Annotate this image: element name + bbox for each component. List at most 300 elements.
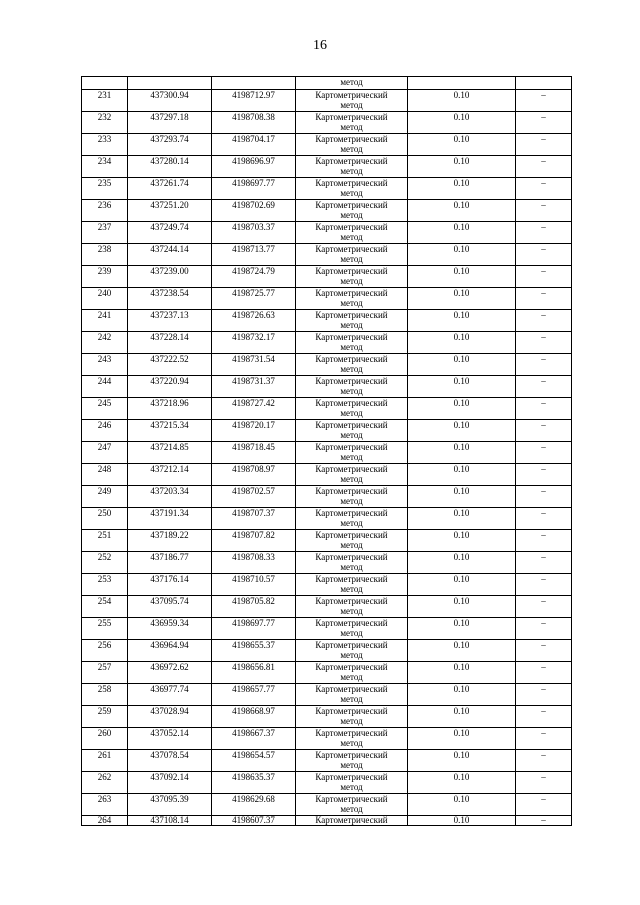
cell-accuracy: 0.10 xyxy=(408,684,516,706)
cell-note: – xyxy=(516,552,572,574)
cell-x: 437249.74 xyxy=(128,222,212,244)
cell-y: 4198708.33 xyxy=(212,552,296,574)
method-line-1: Картометрический xyxy=(315,618,388,628)
cell-method xyxy=(296,508,408,530)
cell-accuracy: 0.10 xyxy=(408,728,516,750)
cell-method xyxy=(296,244,408,266)
cell-accuracy: 0.10 xyxy=(408,750,516,772)
cell-x: 437215.34 xyxy=(128,420,212,442)
table-row xyxy=(82,244,572,266)
method-line-1: Картометрический xyxy=(315,508,388,518)
cell-x: 437078.54 xyxy=(128,750,212,772)
cell-y: 4198697.77 xyxy=(212,618,296,640)
cell-note: – xyxy=(516,266,572,288)
cell-y: 4198708.97 xyxy=(212,464,296,486)
cell-point-number: 253 xyxy=(82,574,128,596)
method-line-2: метод xyxy=(340,650,363,660)
method-line-2: метод xyxy=(340,276,363,286)
cell-x: 436959.34 xyxy=(128,618,212,640)
cell-y: 4198704.17 xyxy=(212,134,296,156)
method-line-2: метод xyxy=(340,562,363,572)
cell-method: Картометрический xyxy=(296,816,408,826)
method-line-2: метод xyxy=(340,144,363,154)
cell-x: 437191.34 xyxy=(128,508,212,530)
cell-y: 4198655.37 xyxy=(212,640,296,662)
cell-y: 4198707.37 xyxy=(212,508,296,530)
cell-note: – xyxy=(516,222,572,244)
cell-y: 4198697.77 xyxy=(212,178,296,200)
cell-accuracy: 0.10 xyxy=(408,530,516,552)
table-row xyxy=(82,662,572,684)
cell-note: – xyxy=(516,574,572,596)
cell-method xyxy=(296,794,408,816)
cell-point-number: 245 xyxy=(82,398,128,420)
method-line-2: метод xyxy=(340,540,363,550)
cell-method xyxy=(296,376,408,398)
method-line-2: метод xyxy=(340,408,363,418)
cell-accuracy: 0.10 xyxy=(408,222,516,244)
cell-x: 437218.96 xyxy=(128,398,212,420)
method-line-2: метод xyxy=(340,694,363,704)
cell-note: – xyxy=(516,794,572,816)
cell-note: – xyxy=(516,288,572,310)
method-line-1: Картометрический xyxy=(315,244,388,254)
cell-point-number: 244 xyxy=(82,376,128,398)
cell-accuracy: 0.10 xyxy=(408,398,516,420)
coordinates-table xyxy=(81,76,572,826)
cell-x: 437176.14 xyxy=(128,574,212,596)
cell-x: 437052.14 xyxy=(128,728,212,750)
table-row xyxy=(82,552,572,574)
cell-x: 437186.77 xyxy=(128,552,212,574)
cell-note xyxy=(516,77,572,90)
cell-note: – xyxy=(516,178,572,200)
cell-note: – xyxy=(516,464,572,486)
cell-method xyxy=(296,266,408,288)
cell-accuracy: 0.10 xyxy=(408,794,516,816)
cell-accuracy: 0.10 xyxy=(408,156,516,178)
cell-y: 4198703.37 xyxy=(212,222,296,244)
cell-y: 4198702.69 xyxy=(212,200,296,222)
cell-accuracy: 0.10 xyxy=(408,244,516,266)
cell-note: – xyxy=(516,398,572,420)
cell-note: – xyxy=(516,354,572,376)
cell-y: 4198705.82 xyxy=(212,596,296,618)
cell-x: 436964.94 xyxy=(128,640,212,662)
table-row xyxy=(82,134,572,156)
table-row xyxy=(82,728,572,750)
cell-method xyxy=(296,596,408,618)
method-line-2: метод xyxy=(340,166,363,176)
method-line-1: Картометрический xyxy=(315,552,388,562)
table-row xyxy=(82,794,572,816)
cell-method xyxy=(296,684,408,706)
cell-note: – xyxy=(516,486,572,508)
table-row xyxy=(82,398,572,420)
table-row xyxy=(82,596,572,618)
cell-y: 4198707.82 xyxy=(212,530,296,552)
cell-x: 437300.94 xyxy=(128,90,212,112)
cell-accuracy: 0.10 xyxy=(408,134,516,156)
method-line-1: Картометрический xyxy=(315,486,388,496)
cell-method xyxy=(296,552,408,574)
cell-point-number: 239 xyxy=(82,266,128,288)
cell-method xyxy=(296,178,408,200)
cell-point-number: 242 xyxy=(82,332,128,354)
method-line-1: Картометрический xyxy=(315,90,388,100)
table-row xyxy=(82,222,572,244)
cell-y: 4198708.38 xyxy=(212,112,296,134)
cell-x: 437261.74 xyxy=(128,178,212,200)
cell-y: 4198732.17 xyxy=(212,332,296,354)
cell-x: 437293.74 xyxy=(128,134,212,156)
cell-note: – xyxy=(516,376,572,398)
cell-note: – xyxy=(516,112,572,134)
table-row xyxy=(82,618,572,640)
cell-accuracy: 0.10 xyxy=(408,618,516,640)
table-row xyxy=(82,112,572,134)
cell-accuracy: 0.10 xyxy=(408,178,516,200)
table-row xyxy=(82,156,572,178)
cell-accuracy: 0.10 xyxy=(408,266,516,288)
method-line-1: Картометрический xyxy=(315,178,388,188)
table-row xyxy=(82,266,572,288)
method-line-2: метод xyxy=(340,122,363,132)
table-row xyxy=(82,706,572,728)
cell-note: – xyxy=(516,728,572,750)
cell-y: 4198710.57 xyxy=(212,574,296,596)
cell-point-number: 235 xyxy=(82,178,128,200)
cell-point-number: 231 xyxy=(82,90,128,112)
cell-note: – xyxy=(516,200,572,222)
cell-x: 437251.20 xyxy=(128,200,212,222)
method-line-2: метод xyxy=(340,738,363,748)
cell-y: 4198727.42 xyxy=(212,398,296,420)
table-row xyxy=(82,574,572,596)
cell-note: – xyxy=(516,442,572,464)
table-row xyxy=(82,178,572,200)
cell-x: 437028.94 xyxy=(128,706,212,728)
method-line-1: Картометрический xyxy=(315,750,388,760)
method-line-2: метод xyxy=(340,518,363,528)
cell-x: 437203.34 xyxy=(128,486,212,508)
continuation-row xyxy=(82,77,572,90)
cell-accuracy xyxy=(408,77,516,90)
method-line-2: метод xyxy=(340,672,363,682)
cell-accuracy: 0.10 xyxy=(408,310,516,332)
cell-accuracy: 0.10 xyxy=(408,816,516,826)
table-row xyxy=(82,332,572,354)
cell-accuracy: 0.10 xyxy=(408,486,516,508)
method-line-1: Картометрический xyxy=(315,376,388,386)
method-line-1: Картометрический xyxy=(315,662,388,672)
cell-y xyxy=(212,77,296,90)
cell-point-number: 255 xyxy=(82,618,128,640)
cell-x: 437297.18 xyxy=(128,112,212,134)
cell-point-number: 250 xyxy=(82,508,128,530)
method-line-1: Картометрический xyxy=(315,310,388,320)
cell-y: 4198731.54 xyxy=(212,354,296,376)
cell-note: – xyxy=(516,750,572,772)
cell-note: – xyxy=(516,816,572,826)
cell-method xyxy=(296,354,408,376)
cell-accuracy: 0.10 xyxy=(408,200,516,222)
method-line-2: метод xyxy=(340,100,363,110)
cell-point-number: 241 xyxy=(82,310,128,332)
cell-method: метод xyxy=(296,77,408,90)
method-line-1: Картометрический xyxy=(315,354,388,364)
table-row xyxy=(82,354,572,376)
cell-method xyxy=(296,310,408,332)
cell-y: 4198607.37 xyxy=(212,816,296,826)
cell-point-number: 248 xyxy=(82,464,128,486)
cell-y: 4198731.37 xyxy=(212,376,296,398)
cell-method xyxy=(296,574,408,596)
cell-note: – xyxy=(516,508,572,530)
cell-method xyxy=(296,398,408,420)
cell-point-number: 247 xyxy=(82,442,128,464)
cell-method xyxy=(296,728,408,750)
cell-x: 437108.14 xyxy=(128,816,212,826)
cell-method xyxy=(296,112,408,134)
cell-point-number: 238 xyxy=(82,244,128,266)
cell-note: – xyxy=(516,332,572,354)
cell-y: 4198720.17 xyxy=(212,420,296,442)
cell-point-number: 236 xyxy=(82,200,128,222)
method-line-2: метод xyxy=(340,782,363,792)
cell-y: 4198718.45 xyxy=(212,442,296,464)
cell-y: 4198712.97 xyxy=(212,90,296,112)
cell-point-number: 232 xyxy=(82,112,128,134)
cell-y: 4198629.68 xyxy=(212,794,296,816)
cell-point-number: 240 xyxy=(82,288,128,310)
cell-method xyxy=(296,332,408,354)
cell-x: 437239.00 xyxy=(128,266,212,288)
cell-method xyxy=(296,420,408,442)
cell-y: 4198725.77 xyxy=(212,288,296,310)
cell-note: – xyxy=(516,772,572,794)
method-line-1: Картометрический xyxy=(315,530,388,540)
cell-accuracy: 0.10 xyxy=(408,640,516,662)
table-row xyxy=(82,420,572,442)
method-line-2: метод xyxy=(340,606,363,616)
cell-x: 437244.14 xyxy=(128,244,212,266)
method-line-2: метод xyxy=(340,232,363,242)
method-line-2: метод xyxy=(340,320,363,330)
method-line-1: Картометрический xyxy=(315,464,388,474)
method-line-1: Картометрический xyxy=(315,112,388,122)
coordinates-table-body xyxy=(82,77,572,826)
method-line-2: метод xyxy=(340,298,363,308)
cell-y: 4198726.63 xyxy=(212,310,296,332)
cell-x: 437095.39 xyxy=(128,794,212,816)
cell-method xyxy=(296,134,408,156)
cell-note: – xyxy=(516,530,572,552)
method-line-1: Картометрический xyxy=(315,134,388,144)
method-line-2: метод xyxy=(340,188,363,198)
cell-x: 437092.14 xyxy=(128,772,212,794)
cell-note: – xyxy=(516,640,572,662)
method-line-2: метод xyxy=(340,386,363,396)
cell-method xyxy=(296,288,408,310)
table-row xyxy=(82,772,572,794)
cell-y: 4198635.37 xyxy=(212,772,296,794)
method-line-2: метод xyxy=(340,716,363,726)
table-row xyxy=(82,684,572,706)
cell-note: – xyxy=(516,684,572,706)
cell-note: – xyxy=(516,134,572,156)
cell-point-number: 258 xyxy=(82,684,128,706)
cell-accuracy: 0.10 xyxy=(408,706,516,728)
method-line-1: Картометрический xyxy=(315,794,388,804)
cell-x: 437228.14 xyxy=(128,332,212,354)
cell-x: 437214.85 xyxy=(128,442,212,464)
cell-method xyxy=(296,706,408,728)
method-line-2: метод xyxy=(340,452,363,462)
method-line-1: Картометрический xyxy=(315,684,388,694)
cell-y: 4198724.79 xyxy=(212,266,296,288)
table-row xyxy=(82,90,572,112)
cell-note: – xyxy=(516,706,572,728)
cell-note: – xyxy=(516,596,572,618)
cell-x: 436977.74 xyxy=(128,684,212,706)
cell-x: 437280.14 xyxy=(128,156,212,178)
cell-point-number: 237 xyxy=(82,222,128,244)
cell-x: 437189.22 xyxy=(128,530,212,552)
table-row xyxy=(82,288,572,310)
cell-accuracy: 0.10 xyxy=(408,288,516,310)
method-line-1: Картометрический xyxy=(315,288,388,298)
table-row xyxy=(82,640,572,662)
method-line-1: Картометрический xyxy=(315,728,388,738)
method-line-2: метод xyxy=(340,342,363,352)
cell-point-number: 251 xyxy=(82,530,128,552)
cell-point-number: 233 xyxy=(82,134,128,156)
cell-y: 4198702.57 xyxy=(212,486,296,508)
cell-method xyxy=(296,156,408,178)
table-row xyxy=(82,442,572,464)
method-line-1: Картометрический xyxy=(315,706,388,716)
cell-point-number xyxy=(82,77,128,90)
cell-method xyxy=(296,530,408,552)
cell-x: 437222.52 xyxy=(128,354,212,376)
cell-method xyxy=(296,222,408,244)
table-row xyxy=(82,508,572,530)
cell-accuracy: 0.10 xyxy=(408,772,516,794)
cell-point-number: 262 xyxy=(82,772,128,794)
cell-note: – xyxy=(516,618,572,640)
cell-accuracy: 0.10 xyxy=(408,596,516,618)
cell-method xyxy=(296,464,408,486)
cell-x: 436972.62 xyxy=(128,662,212,684)
cell-point-number: 259 xyxy=(82,706,128,728)
table-row xyxy=(82,464,572,486)
method-line-1: Картометрический xyxy=(315,332,388,342)
cell-accuracy: 0.10 xyxy=(408,354,516,376)
cell-point-number: 249 xyxy=(82,486,128,508)
cell-note: – xyxy=(516,420,572,442)
table-row xyxy=(82,200,572,222)
cell-x: 437237.13 xyxy=(128,310,212,332)
cell-point-number: 246 xyxy=(82,420,128,442)
cell-method xyxy=(296,750,408,772)
cell-x: 437220.94 xyxy=(128,376,212,398)
table-row xyxy=(82,530,572,552)
table-row xyxy=(82,486,572,508)
cell-note: – xyxy=(516,156,572,178)
cell-x xyxy=(128,77,212,90)
cell-x: 437212.14 xyxy=(128,464,212,486)
method-line-2: метод xyxy=(340,584,363,594)
method-line-1: Картометрический xyxy=(315,420,388,430)
method-line-1: Картометрический xyxy=(315,156,388,166)
cell-accuracy: 0.10 xyxy=(408,442,516,464)
cell-y: 4198713.77 xyxy=(212,244,296,266)
cell-note: – xyxy=(516,662,572,684)
cell-y: 4198668.97 xyxy=(212,706,296,728)
cell-method xyxy=(296,90,408,112)
cell-method xyxy=(296,662,408,684)
method-line-2: метод xyxy=(340,474,363,484)
cell-y: 4198696.97 xyxy=(212,156,296,178)
cell-point-number: 261 xyxy=(82,750,128,772)
method-line-1: Картометрический xyxy=(315,266,388,276)
cell-method xyxy=(296,442,408,464)
cell-point-number: 256 xyxy=(82,640,128,662)
method-line-1: Картометрический xyxy=(315,640,388,650)
cell-y: 4198657.77 xyxy=(212,684,296,706)
method-line-2: метод xyxy=(340,254,363,264)
cell-method xyxy=(296,486,408,508)
cell-accuracy: 0.10 xyxy=(408,376,516,398)
cell-note: – xyxy=(516,90,572,112)
cell-method xyxy=(296,640,408,662)
cell-y: 4198656.81 xyxy=(212,662,296,684)
cell-x: 437095.74 xyxy=(128,596,212,618)
method-line-1: Картометрический xyxy=(315,398,388,408)
method-line-2: метод xyxy=(340,496,363,506)
cell-point-number: 264 xyxy=(82,816,128,826)
cell-method xyxy=(296,618,408,640)
method-line-1: Картометрический xyxy=(315,772,388,782)
method-line-2: метод xyxy=(340,430,363,440)
method-line-1: Картометрический xyxy=(315,596,388,606)
cell-point-number: 257 xyxy=(82,662,128,684)
cell-y: 4198654.57 xyxy=(212,750,296,772)
method-line-2: метод xyxy=(340,628,363,638)
cell-method xyxy=(296,200,408,222)
cell-point-number: 243 xyxy=(82,354,128,376)
cell-y: 4198667.37 xyxy=(212,728,296,750)
method-line-1: Картометрический xyxy=(315,574,388,584)
cell-note: – xyxy=(516,310,572,332)
table-row xyxy=(82,816,572,826)
page-number: 16 xyxy=(313,38,327,53)
cell-method xyxy=(296,772,408,794)
cell-accuracy: 0.10 xyxy=(408,574,516,596)
cell-accuracy: 0.10 xyxy=(408,332,516,354)
cell-accuracy: 0.10 xyxy=(408,662,516,684)
cell-point-number: 260 xyxy=(82,728,128,750)
cell-note: – xyxy=(516,244,572,266)
method-line-2: метод xyxy=(340,804,363,814)
table-row xyxy=(82,310,572,332)
cell-x: 437238.54 xyxy=(128,288,212,310)
cell-accuracy: 0.10 xyxy=(408,112,516,134)
method-line-1: Картометрический xyxy=(315,442,388,452)
cell-point-number: 263 xyxy=(82,794,128,816)
method-line-1: Картометрический xyxy=(315,222,388,232)
